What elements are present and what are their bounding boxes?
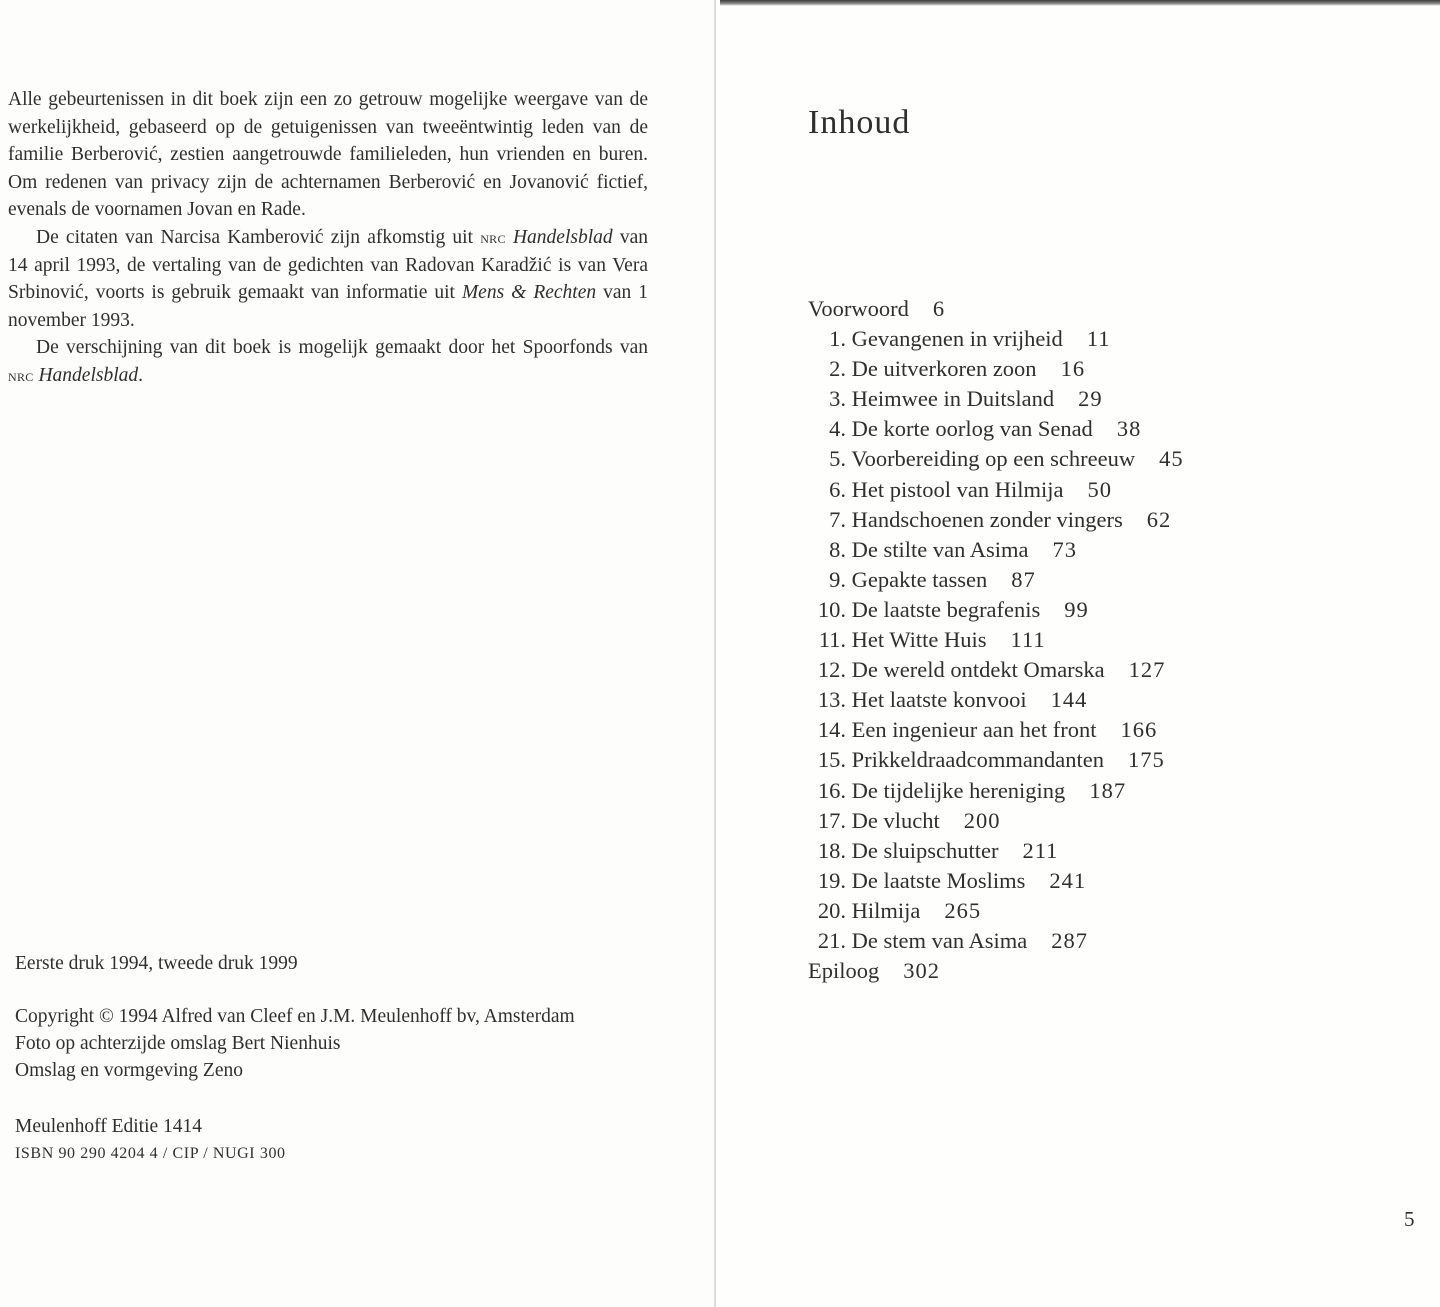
toc-page-number: 241: [1049, 867, 1087, 893]
toc-chapter-title: Het Witte Huis: [851, 627, 987, 653]
intro-paragraph: [8, 224, 648, 334]
toc-page-number: 166: [1120, 717, 1158, 743]
intro-text-segment: nrc: [480, 226, 506, 247]
toc-chapter-number: 1.: [829, 326, 846, 352]
toc-chapter-title: De stilte van Asima: [851, 536, 1029, 562]
toc-entry: [808, 836, 1408, 866]
toc-chapter-title: De laatste Moslims: [851, 867, 1026, 893]
toc-chapter-title: Het pistool van Hilmija: [851, 476, 1064, 502]
toc-chapter-number: 4.: [829, 416, 846, 442]
toc-chapter-title: Hilmija: [851, 897, 921, 923]
toc-entry: [808, 745, 1408, 775]
toc-chapter-number: 14.: [817, 717, 846, 743]
toc-chapter-title: De uitverkoren zoon: [851, 356, 1037, 382]
toc-chapter-number: 16.: [817, 777, 846, 803]
toc-page-number: 200: [963, 807, 1001, 833]
toc-page-number: 302: [903, 958, 940, 984]
toc-page-number: 211: [1022, 837, 1059, 863]
toc-entry: [808, 926, 1408, 956]
toc-chapter-number: 15.: [817, 747, 846, 773]
toc-entry: [808, 414, 1408, 444]
toc-chapter-number: 13.: [817, 687, 846, 713]
toc-page-number: 45: [1159, 446, 1184, 472]
toc-chapter-title: Prikkeldraadcommandanten: [851, 747, 1105, 773]
toc-entry: [808, 565, 1408, 595]
toc-page-number: 287: [1051, 927, 1088, 953]
toc-page-number: 73: [1052, 536, 1077, 562]
photo-credit-line: Foto op achterzijde omslag Bert Nienhuis: [15, 1033, 341, 1054]
intro-paragraph: [8, 86, 648, 224]
toc-chapter-title: De korte oorlog van Senad: [851, 416, 1093, 442]
toc-page-number: 29: [1078, 386, 1103, 412]
intro-text-segment: nrc: [8, 364, 34, 385]
toc-chapter-title: De tijdelijke hereniging: [851, 777, 1066, 803]
toc-chapter-title: De stem van Asima: [851, 927, 1028, 953]
series-line: Meulenhoff Editie 1414: [15, 1116, 203, 1137]
toc-chapter-number: 11.: [818, 627, 846, 653]
toc-chapter-number: 9.: [829, 566, 846, 592]
toc-chapter-title: De wereld ontdekt Omarska: [851, 657, 1105, 683]
intro-paragraph: [8, 334, 648, 389]
toc-chapter-title: Het laatste konvooi: [851, 687, 1027, 713]
toc-entry: [808, 655, 1408, 685]
intro-text-segment: De verschijning van dit boek is mogelijk gemaakt door het Spoorfonds van: [36, 337, 648, 359]
intro-text-segment: Alle gebeurtenissen in dit boek zijn een zo getrouw mogelijke weergave van de werkelijkheid, gebaseerd op de getuigenissen van tweeëntwintig leden van de familie Berberović, zestien aangetrouwde familieleden, hun vrienden en buren. Om redenen van privacy zijn de achternamen Berberović en Jovanović fictief, evenals de voornamen Jovan en Rade.: [8, 89, 648, 221]
intro-text-segment: van 14 april 1993, de vertaling van de gedichten van Radovan Karadžić is van Vera Srbinović, voorts is gebruik gemaakt van informatie uit: [8, 226, 649, 304]
edition-line: Eerste druk 1994, tweede druk 1999: [15, 953, 298, 974]
toc-chapter-number: 5.: [829, 446, 846, 472]
intro-text-segment: .: [138, 364, 143, 386]
toc-entry: [808, 595, 1408, 625]
toc-chapter-title: Heimwee in Duitsland: [851, 386, 1055, 412]
table-of-contents: [808, 294, 1408, 986]
toc-chapter-title: Gevangenen in vrijheid: [851, 326, 1063, 352]
credits-block: [15, 1003, 575, 1084]
toc-page-number: 187: [1089, 777, 1127, 803]
toc-page-number: 16: [1060, 356, 1086, 382]
toc-chapter-title: De sluipschutter: [851, 837, 999, 863]
toc-chapter-number: 17.: [817, 807, 846, 833]
toc-entry: [808, 475, 1408, 505]
intro-text-segment: De citaten van Narcisa Kamberović zijn afkomstig uit: [36, 226, 481, 248]
toc-entry: [808, 866, 1408, 896]
intro-text-segment: Handelsblad: [505, 226, 613, 248]
toc-page-number: 144: [1050, 687, 1088, 713]
toc-chapter-title: Handschoenen zonder vingers: [851, 506, 1123, 532]
intro-text: [8, 86, 648, 390]
toc-chapter-title: De laatste begrafenis: [851, 596, 1041, 622]
toc-chapter-number: 8.: [829, 536, 846, 562]
toc-chapter-title: Epiloog: [808, 958, 880, 984]
toc-page-number: 50: [1087, 476, 1112, 502]
toc-page-number: 265: [944, 897, 982, 923]
edition-note: [15, 950, 298, 977]
toc-entry: [808, 776, 1408, 806]
toc-entry: [808, 806, 1408, 836]
toc-entry: [808, 294, 1408, 324]
toc-entry: [808, 685, 1408, 715]
toc-page-number: 111: [1010, 627, 1046, 653]
toc-chapter-number: 18.: [817, 837, 846, 863]
toc-chapter-title: Gepakte tassen: [851, 566, 988, 592]
toc-chapter-title: Voorbereiding op een schreeuw: [851, 446, 1136, 472]
toc-chapter-number: 10.: [817, 596, 846, 622]
toc-entry: [808, 444, 1408, 474]
intro-text-segment: Mens & Rechten: [461, 282, 597, 304]
toc-entry: [808, 715, 1408, 745]
toc-entry: [808, 505, 1408, 535]
toc-entry: [808, 625, 1408, 655]
toc-chapter-number: 6.: [829, 476, 846, 502]
toc-title: Inhoud: [808, 104, 911, 141]
left-page: [0, 0, 716, 1307]
toc-chapter-number: 20.: [817, 897, 846, 923]
toc-chapter-title: Voorwoord: [808, 296, 909, 321]
toc-page-number: 87: [1011, 566, 1036, 592]
toc-page-number: 127: [1128, 657, 1166, 683]
publication-block: [15, 1113, 286, 1167]
page-top-edge: [720, 0, 1440, 6]
toc-page-number: 6: [932, 296, 946, 321]
toc-entry: [808, 535, 1408, 565]
toc-chapter-number: 2.: [829, 356, 846, 382]
toc-chapter-number: 21.: [817, 927, 846, 953]
intro-text-segment: van 1 november 1993.: [8, 282, 649, 331]
toc-page-number: 38: [1116, 416, 1142, 442]
toc-page-number: 99: [1064, 596, 1089, 622]
toc-entry: [808, 384, 1408, 414]
toc-page-number: 175: [1128, 747, 1165, 773]
toc-entry: [808, 956, 1408, 986]
toc-entry: [808, 896, 1408, 926]
toc-chapter-number: 19.: [817, 867, 846, 893]
intro-text-segment: Handelsblad: [33, 364, 139, 386]
page-number: 5: [1404, 1207, 1415, 1231]
toc-chapter-title: Een ingenieur aan het front: [851, 717, 1097, 743]
toc-page-number: 11: [1086, 326, 1111, 352]
design-credit-line: Omslag en vormgeving Zeno: [15, 1060, 243, 1081]
copyright-line: Copyright © 1994 Alfred van Cleef en J.M. Meulenhoff bv, Amsterdam: [15, 1006, 575, 1027]
toc-chapter-number: 3.: [829, 386, 846, 412]
toc-entry: [808, 324, 1408, 354]
toc-chapter-title: De vlucht: [851, 807, 940, 833]
toc-chapter-number: 7.: [829, 506, 846, 532]
isbn-line: ISBN 90 290 4204 4 / CIP / NUGI 300: [15, 1145, 286, 1162]
toc-page-number: 62: [1146, 506, 1172, 532]
toc-chapter-number: 12.: [817, 657, 846, 683]
toc-entry: [808, 354, 1408, 384]
right-page: [716, 0, 1440, 1307]
